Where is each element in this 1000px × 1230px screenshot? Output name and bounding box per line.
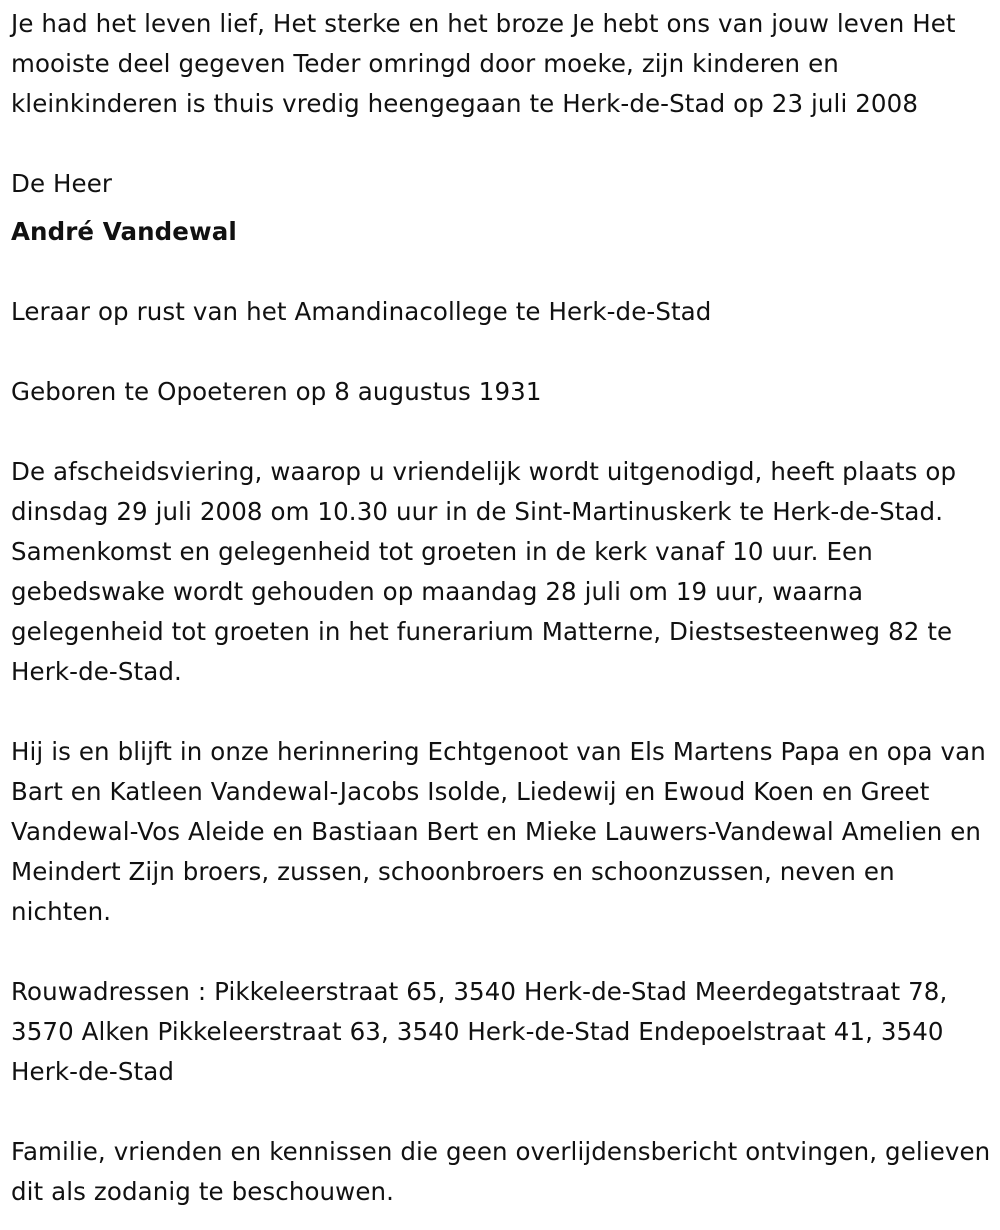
salutation: De Heer <box>11 169 113 198</box>
intro-paragraph: Je had het leven lief, Het sterke en het broze Je hebt ons van jouw leven Het mooiste deel gegeven Teder omringd door moeke, zijn kinderen en kleinkinderen is thuis vredig heengegaan te Herk-de-Stad op 23 juli 2008 <box>11 9 956 118</box>
family-paragraph: Hij is en blijft in onze herinnering Echtgenoot van Els Martens Papa en opa van Bart en Katleen Vandewal-Jacobs Isolde, Liedewij en Ewoud Koen en Greet Vandewal-Vos Aleide en Bastiaan Bert en Mieke Lauwers-Vandewal Amelien en Meindert Zijn broers, zussen, schoonbroers en schoonzussen, neven en nichten. <box>11 737 986 926</box>
birth-line: Geboren te Opoeteren op 8 augustus 1931 <box>11 377 542 406</box>
closing-paragraph: Familie, vrienden en kennissen die geen overlijdensbericht ontvingen, gelieven dit als zodanig te beschouwen. <box>11 1137 991 1206</box>
occupation-line: Leraar op rust van het Amandinacollege te Herk-de-Stad <box>11 297 712 326</box>
addresses-paragraph: Rouwadressen : Pikkeleerstraat 65, 3540 Herk-de-Stad Meerdegatstraat 78, 3570 Alken Pikkeleerstraat 63, 3540 Herk-de-Stad Endepoelstraat 41, 3540 Herk-de-Stad <box>11 977 948 1086</box>
deceased-name: André Vandewal <box>11 217 237 246</box>
obituary-document <box>11 4 996 1212</box>
ceremony-paragraph: De afscheidsviering, waarop u vriendelijk wordt uitgenodigd, heeft plaats op dinsdag 29 juli 2008 om 10.30 uur in de Sint-Martinuskerk te Herk-de-Stad. Samenkomst en gelegenheid tot groeten in de kerk vanaf 10 uur. Een gebedswake wordt gehouden op maandag 28 juli om 19 uur, waarna gelegenheid tot groeten in het funerarium Matterne, Diestsesteenweg 82 te Herk-de-Stad. <box>11 457 957 686</box>
